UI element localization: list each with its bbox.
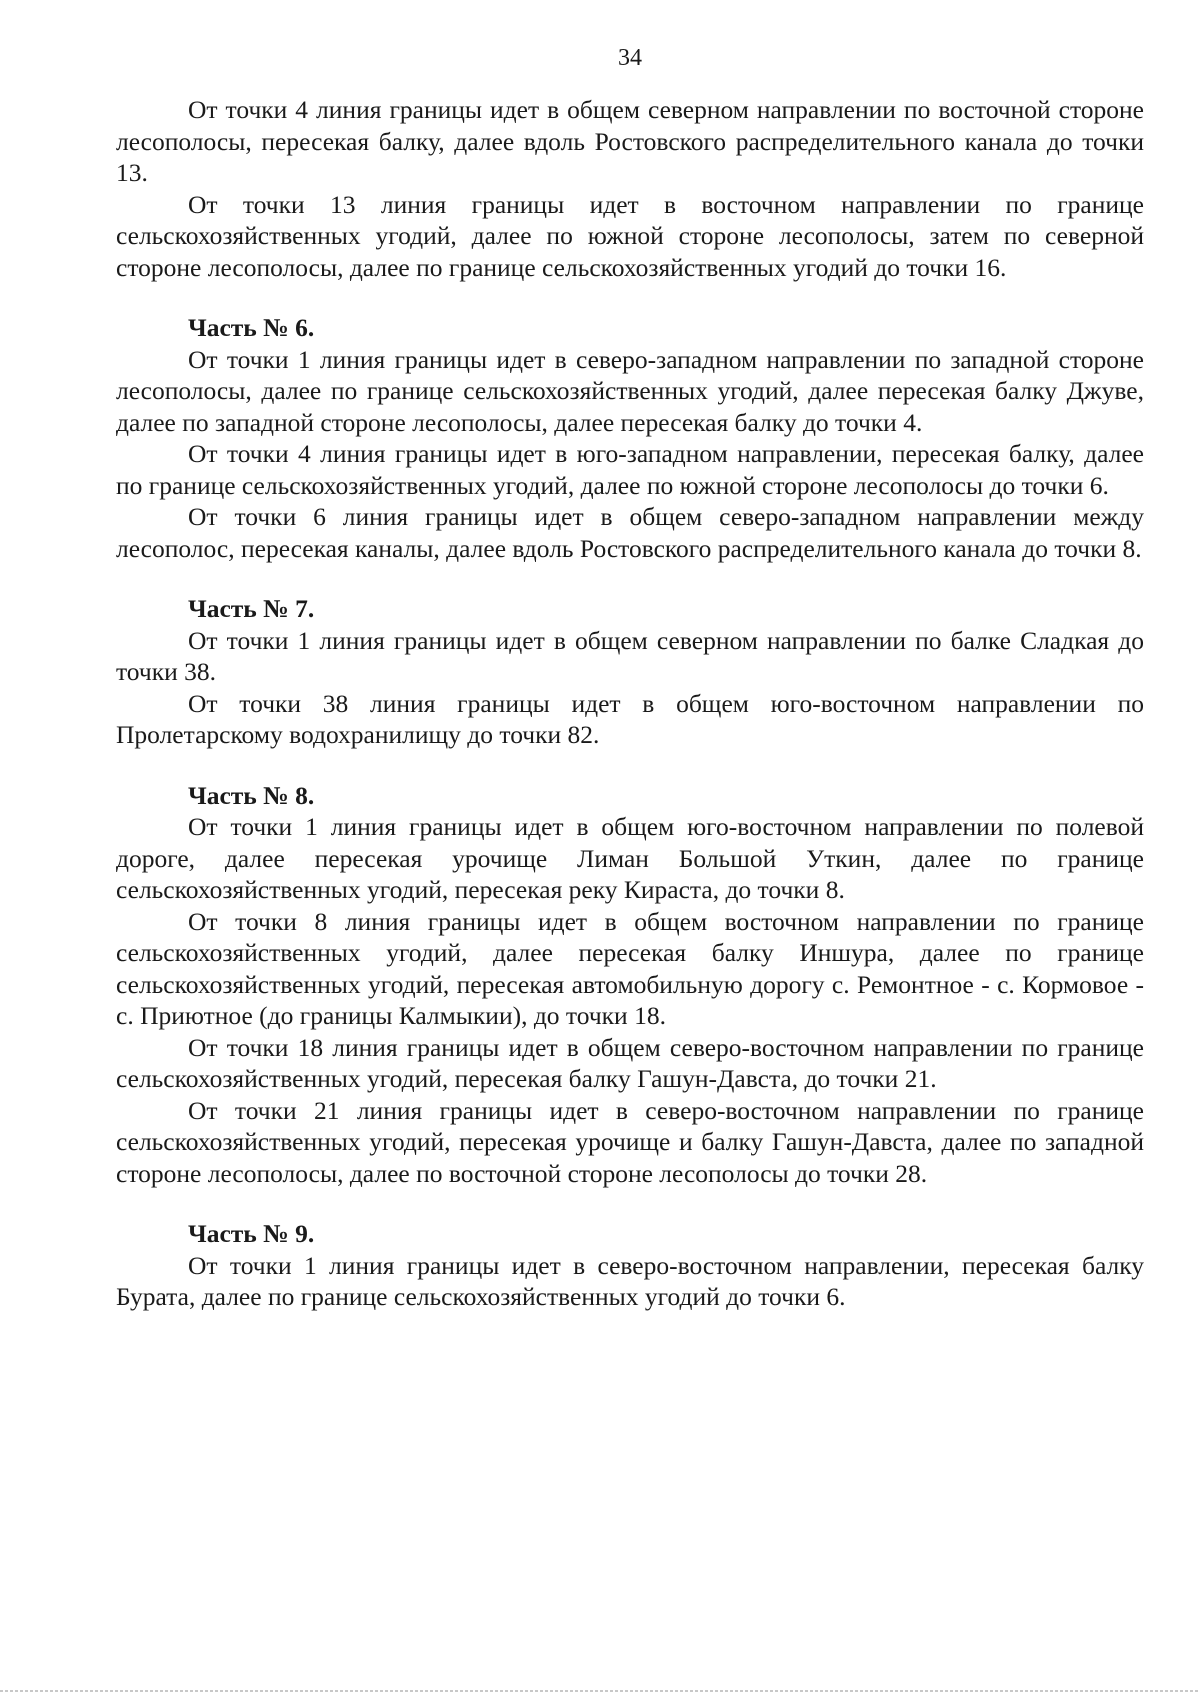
paragraph: От точки 6 линия границы идет в общем северо-западном направлении между лесополос, пересекая каналы, далее вдоль Ростовского распределительного канала до точки 8. bbox=[116, 502, 1144, 563]
section-heading: Часть № 8. bbox=[188, 780, 315, 810]
paragraph: От точки 1 линия границы идет в общем юго-восточном направлении по полевой дороге, далее пересекая урочище Лиман Большой Уткин, далее по границе сельскохозяйственных угодий, пересекая реку Кираста, до точки 8. bbox=[116, 812, 1144, 904]
section-part-9 bbox=[116, 1218, 1144, 1313]
section-part-8 bbox=[116, 780, 1144, 1190]
paragraph: От точки 4 линия границы идет в общем северном направлении по восточной стороне лесополосы, пересекая балку, далее вдоль Ростовского распределительного канала до точки 13. bbox=[116, 95, 1144, 187]
paragraph: От точки 18 линия границы идет в общем северо-восточном направлении по границе сельскохозяйственных угодий, пересекая балку Гашун-Давста, до точки 21. bbox=[116, 1032, 1144, 1093]
document-body bbox=[116, 94, 1144, 1313]
paragraph: От точки 21 линия границы идет в северо-восточном направлении по границе сельскохозяйственных угодий, пересекая урочище и балку Гашун-Давста, далее по западной стороне лесополосы, далее по восточной стороне лесополосы до точки 28. bbox=[116, 1095, 1144, 1188]
paragraph: От точки 38 линия границы идет в общем юго-восточном направлении по Пролетарскому водохранилищу до точки 82. bbox=[116, 688, 1144, 749]
paragraph: От точки 1 линия границы идет в северо-западном направлении по западной стороне лесополосы, далее по границе сельскохозяйственных угодий, далее пересекая балку Джуве, далее по западной стороне лесополосы, далее пересекая балку до точки 4. bbox=[116, 344, 1144, 437]
section-continuation bbox=[116, 94, 1144, 283]
paragraph: От точки 1 линия границы идет в северо-восточном направлении, пересекая балку Бурата, далее по границе сельскохозяйственных угодий до точки 6. bbox=[116, 1250, 1144, 1311]
section-part-6 bbox=[116, 312, 1144, 564]
section-heading: Часть № 9. bbox=[188, 1219, 315, 1248]
paragraph: От точки 1 линия границы идет в общем северном направлении по балке Сладкая до точки 38. bbox=[116, 625, 1144, 686]
paragraph: От точки 13 линия границы идет в восточном направлении по границе сельскохозяйственных угодий, далее по южной стороне лесополосы, затем по северной стороне лесополосы, далее по границе сельскохозяйственных угодий до точки 16. bbox=[116, 189, 1144, 282]
section-heading: Часть № 7. bbox=[188, 594, 315, 623]
section-heading: Часть № 6. bbox=[188, 313, 315, 342]
section-part-7 bbox=[116, 593, 1144, 751]
scan-edge-line bbox=[0, 1690, 1200, 1692]
paragraph: От точки 8 линия границы идет в общем восточном направлении по границе сельскохозяйственных угодий, далее пересекая балку Иншура, далее по границе сельскохозяйственных угодий, пересекая автомобильную дорогу с. Ремонтное - с. Кормовое - с. Приютное (до границы Калмыкии), до точки 18. bbox=[116, 906, 1144, 1030]
page-number: 34 bbox=[618, 45, 642, 71]
paragraph: От точки 4 линия границы идет в юго-западном направлении, пересекая балку, далее по границе сельскохозяйственных угодий, далее по южной стороне лесополосы до точки 6. bbox=[116, 439, 1144, 500]
